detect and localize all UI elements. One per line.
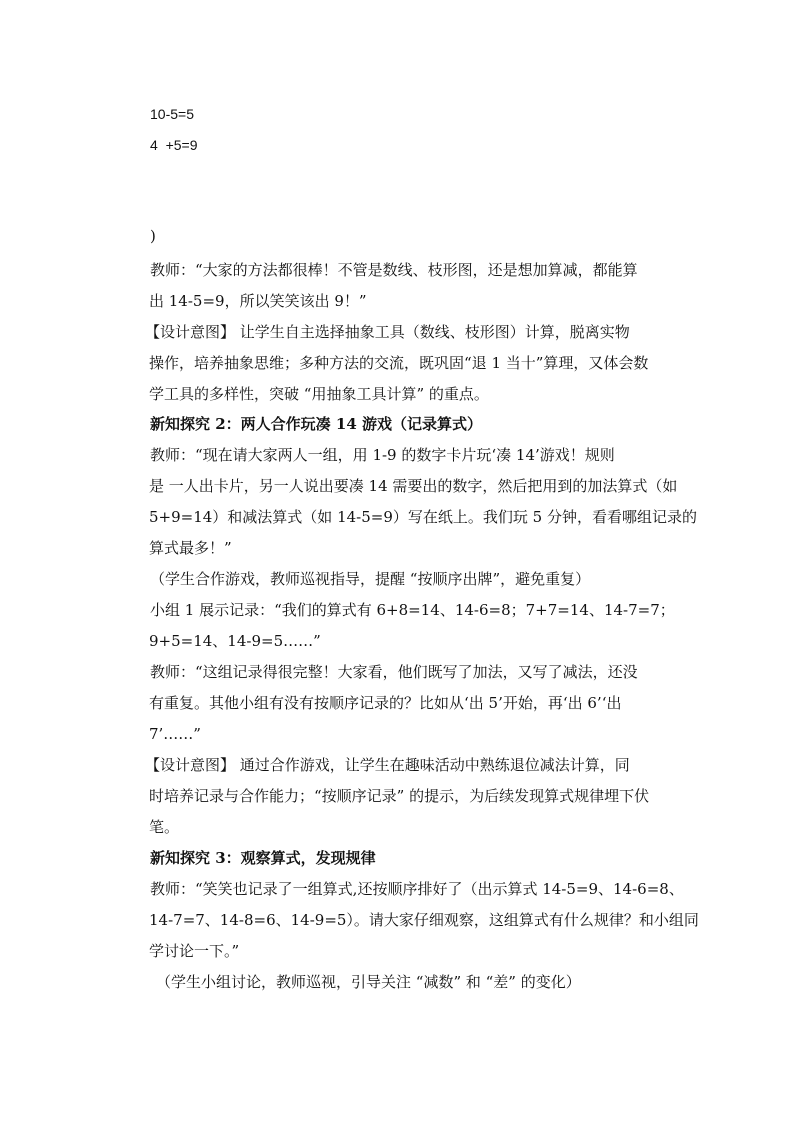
text-line: 【设计意图】 让学生自主选择抽象工具（数线、枝形图）计算，脱离实物: [145, 323, 630, 341]
text-line: 时培养记录与合作能力；“按顺序记录” 的提示，为后续发现算式规律埋下伏: [149, 787, 650, 805]
text-line: 小组 1 展示记录：“我们的算式有 6+8=14、14-6=8；7+7=14、14-7=7；: [150, 601, 675, 619]
text-line: （学生小组讨论，教师巡视，引导关注 “减数” 和 “差” 的变化）: [156, 973, 581, 991]
text-line: 有重复。其他小组有没有按顺序记录的？比如从‘出 5’开始，再‘出 6’‘出: [149, 694, 622, 712]
text-line: 教师：“现在请大家两人一组，用 1-9 的数字卡片玩‘凑 14’游戏！规则: [150, 446, 615, 464]
section-heading: 新知探究 2：两人合作玩凑 14 游戏（记录算式）: [150, 415, 482, 433]
text-line: 是 一人出卡片，另一人说出要凑 14 需要出的数字，然后把用到的加法算式（如: [149, 477, 678, 495]
section-heading: 新知探究 3：观察算式，发现规律: [150, 849, 376, 867]
text-line: 9+5=14、14-9=5……”: [149, 632, 321, 650]
text-line: 学讨论一下。”: [149, 942, 240, 960]
closing-paren: ): [150, 227, 156, 245]
text-line: 7’……”: [149, 725, 201, 743]
text-line: 14-7=7、14-8=6、14-9=5）。请大家仔细观察，这组算式有什么规律？和小组同: [149, 911, 699, 929]
equation-line: 10-5=5: [150, 106, 194, 122]
text-line: 教师：“这组记录得很完整！大家看，他们既写了加法，又写了减法，还没: [150, 663, 638, 681]
text-line: 5+9=14）和减法算式（如 14-5=9）写在纸上。我们玩 5 分钟，看看哪组记录的: [149, 508, 697, 526]
text-line: 出 14-5=9，所以笑笑该出 9！”: [149, 292, 367, 310]
equation-line: 4 +5=9: [150, 137, 198, 153]
text-line: 算式最多！”: [149, 539, 232, 557]
text-line: 学工具的多样性，突破 “用抽象工具计算” 的重点。: [149, 385, 489, 403]
text-line: 【设计意图】 通过合作游戏，让学生在趣味活动中熟练退位减法计算，同: [145, 756, 630, 774]
text-line: （学生合作游戏，教师巡视指导，提醒 “按顺序出牌”，避免重复）: [150, 570, 591, 588]
text-line: 笔。: [149, 818, 180, 836]
text-line: 教师：“笑笑也记录了一组算式,还按顺序排好了（出示算式 14-5=9、14-6=8、: [150, 880, 684, 898]
text-line: 操作，培养抽象思维；多种方法的交流，既巩固“退 1 当十”算理，又体会数: [149, 354, 649, 372]
text-line: 教师：“大家的方法都很棒！不管是数线、枝形图，还是想加算减，都能算: [150, 261, 638, 279]
